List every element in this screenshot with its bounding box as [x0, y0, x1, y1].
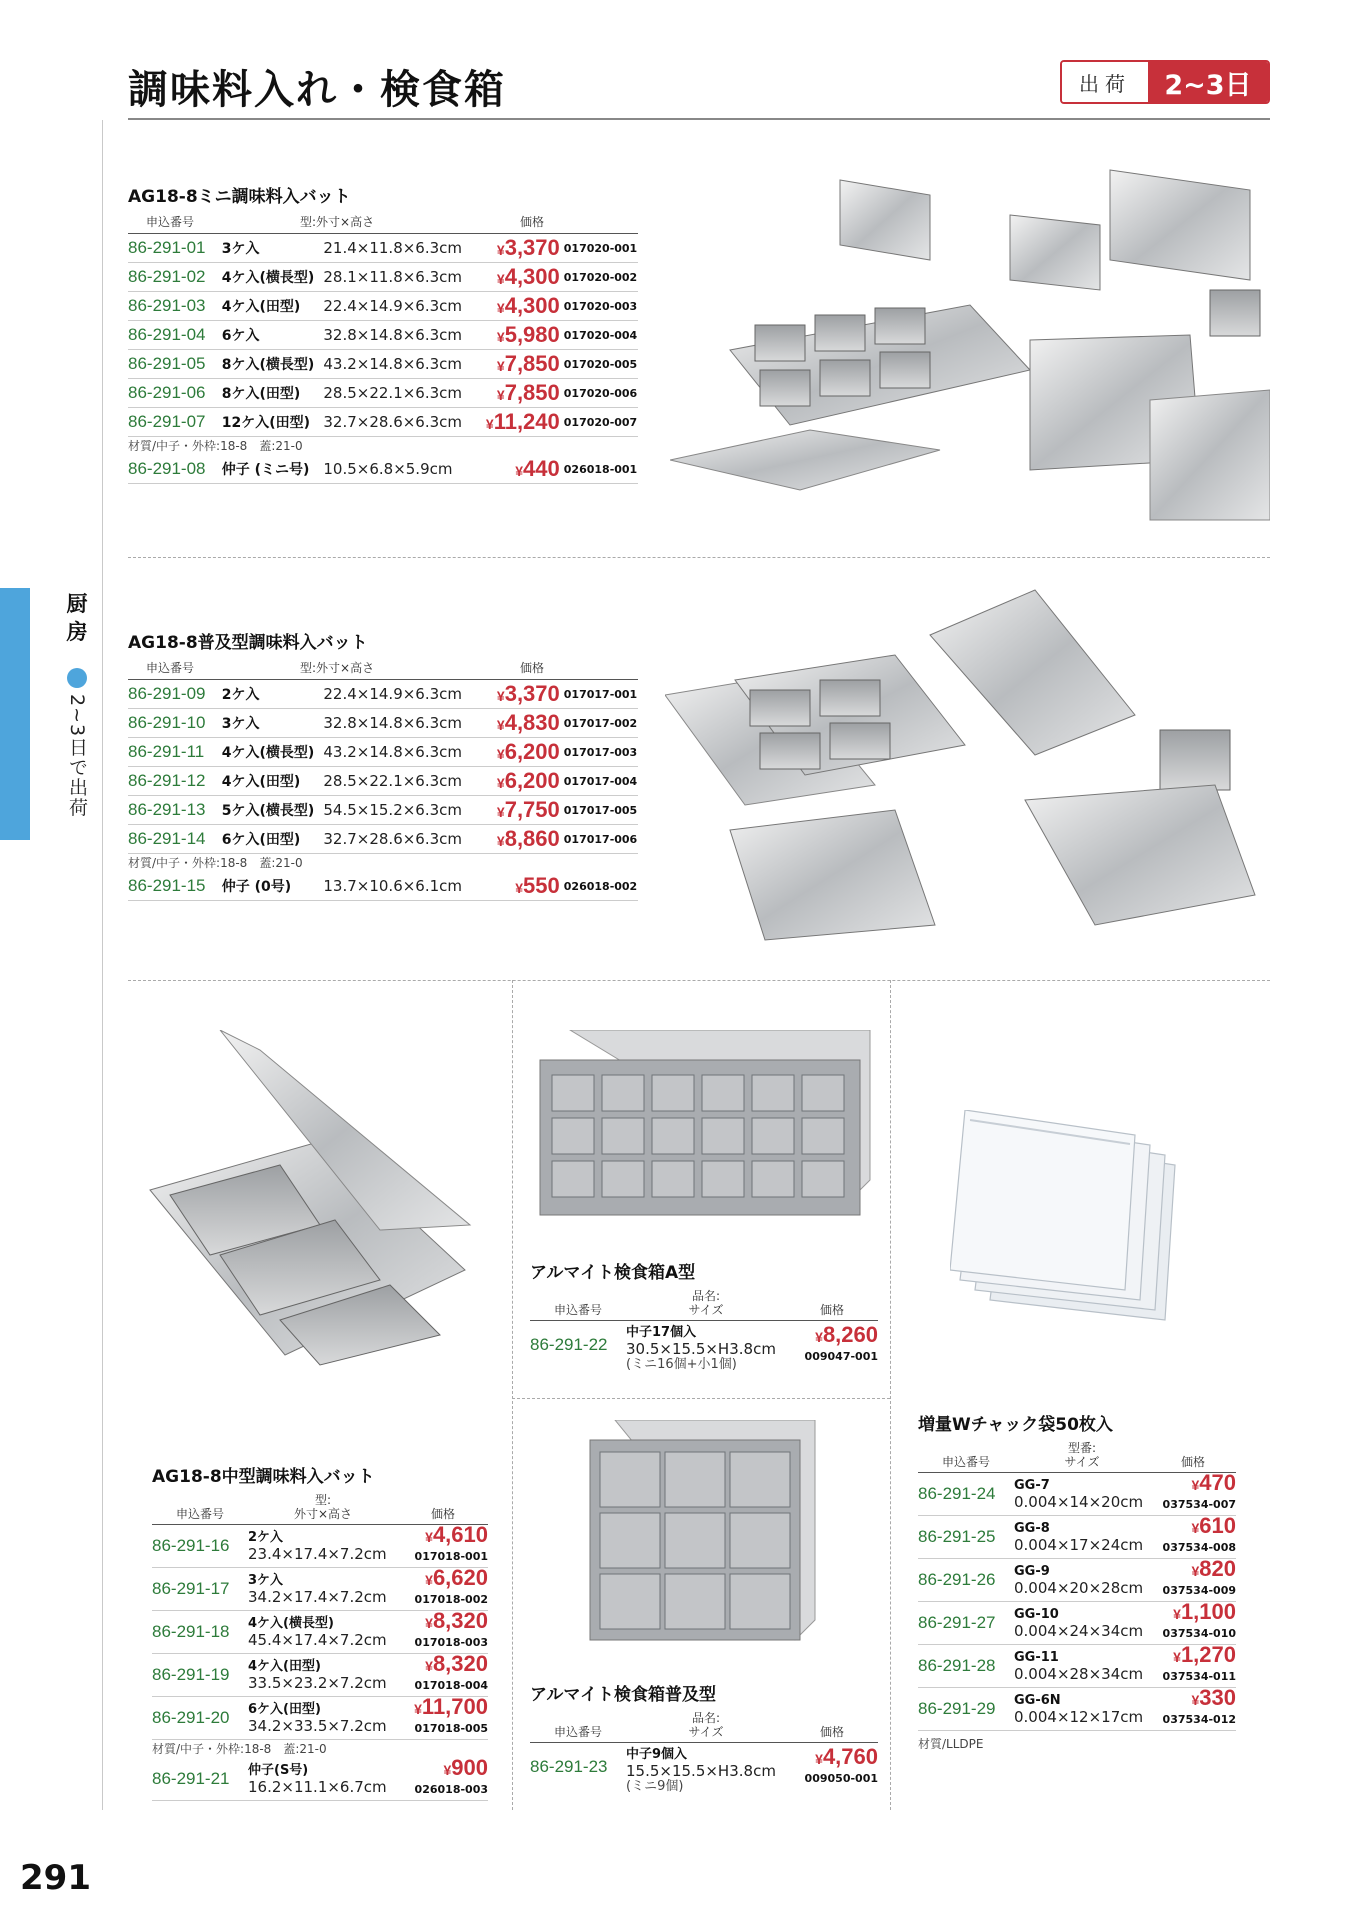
item-price: ¥4,300 — [496, 293, 560, 318]
item-price: ¥4,760 009050-001 — [804, 1744, 878, 1785]
item-price: ¥7,850 — [496, 380, 560, 405]
item-size: 22.4×14.9×6.3cm — [323, 297, 463, 315]
table-row — [128, 738, 638, 767]
product-code: 026018-002 — [563, 879, 638, 893]
item-price: ¥8,260 009047-001 — [804, 1322, 878, 1363]
zipper-bag-section — [918, 1410, 1236, 1753]
order-code: 86-291-08 — [128, 459, 206, 478]
shipping-badge — [1060, 60, 1270, 104]
item-price: ¥330 037534-012 — [1162, 1685, 1236, 1726]
shipping-label: 出荷 — [1062, 62, 1148, 102]
item-spec: 6ケ入(田型) 34.2×33.5×7.2cm — [248, 1702, 387, 1735]
table-row — [128, 379, 638, 408]
table-row — [152, 1522, 488, 1568]
item-size: 32.7×28.6×6.3cm — [323, 830, 463, 848]
item-desc: 4ケ入(横長型) — [221, 745, 315, 761]
standard-seasoning-tray-section — [128, 628, 638, 901]
table-row — [128, 408, 638, 437]
item-price: ¥7,750 — [496, 797, 560, 822]
item-size: 43.2×14.8×6.3cm — [323, 743, 463, 761]
item-spec: 4ケ入(田型) 33.5×23.2×7.2cm — [248, 1659, 387, 1692]
table-row — [128, 234, 638, 263]
product-code: 017020-007 — [563, 415, 638, 429]
order-code: 86-291-18 — [152, 1622, 230, 1641]
table-row — [918, 1556, 1236, 1602]
section-title: アルマイト検食箱普及型 — [530, 1685, 716, 1705]
item-size: 28.1×11.8×6.3cm — [323, 268, 463, 286]
product-code: 017017-003 — [563, 745, 638, 759]
table-row — [152, 1651, 488, 1697]
item-price: ¥610 037534-008 — [1162, 1513, 1236, 1554]
item-size: 28.5×22.1×6.3cm — [323, 772, 463, 790]
item-desc: 6ケ入(田型) — [221, 832, 301, 848]
item-price: ¥6,200 — [496, 768, 560, 793]
header-price: 価格 — [819, 1303, 844, 1317]
section-title: アルマイト検食箱A型 — [530, 1263, 696, 1283]
item-price: ¥4,830 — [496, 710, 560, 735]
header-code: 申込番号 — [941, 1455, 990, 1469]
item-price: ¥1,270 037534-011 — [1162, 1642, 1236, 1683]
header-code: 申込番号 — [146, 661, 195, 675]
order-code: 86-291-22 — [530, 1335, 608, 1354]
table-row — [152, 1608, 488, 1654]
title-rule — [128, 118, 1270, 120]
item-desc: 4ケ入(横長型) — [221, 270, 315, 286]
table-row — [128, 680, 638, 709]
stainless-medium-seasoning-tray-photo — [140, 1030, 485, 1380]
table-row — [530, 1743, 878, 1801]
item-price: ¥11,700 017018-005 — [414, 1694, 488, 1735]
mini-seasoning-tray-section — [128, 182, 638, 484]
product-code: 017020-003 — [563, 299, 638, 313]
stainless-standard-seasoning-trays-photo — [665, 585, 1270, 960]
item-size: 28.5×22.1×6.3cm — [323, 384, 463, 402]
order-code: 86-291-01 — [128, 238, 206, 257]
material-note: 材質/中子・外枠:18-8 蓋:21-0 — [128, 856, 303, 870]
header-code: 申込番号 — [553, 1303, 602, 1317]
product-code: 017020-006 — [563, 386, 638, 400]
item-price: ¥470 037534-007 — [1162, 1470, 1236, 1511]
header-spec: 型:外寸×高さ — [300, 661, 375, 675]
table-row — [918, 1513, 1236, 1559]
table-header — [152, 1493, 488, 1525]
order-code: 86-291-12 — [128, 771, 206, 790]
product-code: 017020-002 — [563, 270, 638, 284]
item-desc: 4ケ入(田型) — [221, 299, 301, 315]
item-size: 32.8×14.8×6.3cm — [323, 714, 463, 732]
table-row — [152, 1565, 488, 1611]
order-code: 86-291-21 — [152, 1769, 230, 1788]
order-code: 86-291-05 — [128, 354, 206, 373]
table-row — [128, 350, 638, 379]
item-size: 32.8×14.8×6.3cm — [323, 326, 463, 344]
table-row — [128, 796, 638, 825]
order-code: 86-291-09 — [128, 684, 206, 703]
item-size: 13.7×10.6×6.1cm — [323, 877, 463, 895]
item-price: ¥8,860 — [496, 826, 560, 851]
table-row — [128, 292, 638, 321]
item-desc: 仲子 (0号) — [221, 879, 292, 895]
table-row — [128, 709, 638, 738]
header-code: 申込番号 — [146, 215, 195, 229]
product-code: 017017-006 — [563, 832, 638, 846]
product-code: 026018-001 — [563, 462, 638, 476]
header-code: 申込番号 — [175, 1507, 224, 1521]
header-spec: 品名: サイズ — [688, 1711, 724, 1739]
table-row — [530, 1321, 878, 1379]
material-note: 材質/中子・外枠:18-8 蓋:21-0 — [152, 1742, 327, 1756]
product-code: 017020-005 — [563, 357, 638, 371]
header-spec: 型番: サイズ — [1064, 1441, 1100, 1469]
item-spec: GG-6N 0.004×12×17cm — [1014, 1693, 1144, 1726]
item-size: 54.5×15.2×6.3cm — [323, 801, 463, 819]
order-code: 86-291-04 — [128, 325, 206, 344]
table-row — [918, 1599, 1236, 1645]
item-desc: 2ケ入 — [221, 687, 260, 703]
item-desc: 3ケ入 — [221, 716, 260, 732]
item-spec: 4ケ入(横長型) 45.4×17.4×7.2cm — [248, 1616, 387, 1649]
alumite-sample-box-standard-section — [530, 1680, 878, 1801]
item-size: 22.4×14.9×6.3cm — [323, 685, 463, 703]
order-code: 86-291-11 — [128, 742, 205, 761]
order-code: 86-291-16 — [152, 1536, 230, 1555]
order-code: 86-291-02 — [128, 267, 206, 286]
item-size: 10.5×6.8×5.9cm — [323, 460, 453, 478]
category-label: 厨房 — [66, 592, 88, 644]
item-spec: 仲子(S号) 16.2×11.1×6.7cm — [248, 1763, 387, 1796]
table-row — [128, 872, 638, 901]
item-price: ¥3,370 — [496, 681, 560, 706]
table-row — [128, 321, 638, 350]
table-row — [918, 1642, 1236, 1688]
item-spec: 中子9個入 15.5×15.5×H3.8cm (ミニ9個) — [626, 1747, 776, 1794]
item-price: ¥5,980 — [496, 322, 560, 347]
item-price: ¥3,370 — [496, 235, 560, 260]
table-row — [128, 263, 638, 292]
order-code: 86-291-15 — [128, 876, 206, 895]
order-code: 86-291-26 — [918, 1570, 996, 1589]
column-divider-1 — [512, 980, 513, 1810]
product-code: 017017-004 — [563, 774, 638, 788]
shipping-days: 2~3日 — [1148, 62, 1268, 102]
order-code: 86-291-25 — [918, 1527, 996, 1546]
item-desc: 4ケ入(田型) — [221, 774, 301, 790]
order-code: 86-291-28 — [918, 1656, 996, 1675]
item-desc: 8ケ入(横長型) — [221, 357, 315, 373]
item-desc: 5ケ入(横長型) — [221, 803, 315, 819]
section-title: AG18-8普及型調味料入バット — [128, 633, 368, 653]
material-note: 材質/中子・外枠:18-8 蓋:21-0 — [128, 439, 303, 453]
order-code: 86-291-19 — [152, 1665, 230, 1684]
table-row — [918, 1685, 1236, 1731]
order-code: 86-291-13 — [128, 800, 206, 819]
section-title: AG18-8ミニ調味料入バット — [128, 187, 351, 207]
header-price: 価格 — [520, 661, 545, 675]
header-price: 価格 — [520, 215, 545, 229]
item-desc: 3ケ入 — [221, 241, 260, 257]
zipper-bags-photo — [950, 1110, 1200, 1330]
item-price: ¥4,300 — [496, 264, 560, 289]
order-code: 86-291-10 — [128, 713, 206, 732]
medium-seasoning-tray-section — [152, 1462, 488, 1801]
table-header — [530, 1289, 878, 1321]
section-divider-3 — [512, 1398, 890, 1399]
item-size: 43.2×14.8×6.3cm — [323, 355, 463, 373]
order-code: 86-291-20 — [152, 1708, 230, 1727]
item-price: ¥6,620 017018-002 — [414, 1565, 488, 1606]
item-desc: 仲子 (ミニ号) — [221, 462, 310, 478]
page-number: 291 — [20, 1858, 91, 1898]
category-side-tab — [0, 588, 30, 840]
table-header — [128, 659, 638, 680]
item-price: ¥4,610 017018-001 — [414, 1522, 488, 1563]
table-row — [128, 455, 638, 484]
shipping-dot-icon — [67, 668, 87, 688]
order-code: 86-291-17 — [152, 1579, 230, 1598]
product-code: 017020-001 — [563, 241, 638, 255]
order-code: 86-291-27 — [918, 1613, 996, 1632]
table-row — [128, 825, 638, 854]
item-desc: 6ケ入 — [221, 328, 260, 344]
page-title: 調味料入れ・検食箱 — [128, 66, 506, 113]
table-row — [128, 767, 638, 796]
product-code: 017017-002 — [563, 716, 638, 730]
order-code: 86-291-14 — [128, 829, 206, 848]
order-code: 86-291-23 — [530, 1757, 608, 1776]
alumite-sample-box-a-photo — [530, 1030, 885, 1245]
stainless-mini-seasoning-trays-photo — [670, 140, 1270, 530]
header-price: 価格 — [819, 1725, 844, 1739]
table-row — [152, 1755, 488, 1801]
section-divider-1 — [128, 557, 1270, 558]
item-price: ¥8,320 017018-004 — [414, 1651, 488, 1692]
item-price: ¥8,320 017018-003 — [414, 1608, 488, 1649]
order-code: 86-291-24 — [918, 1484, 996, 1503]
item-spec: GG-7 0.004×14×20cm — [1014, 1478, 1144, 1511]
order-code: 86-291-06 — [128, 383, 206, 402]
product-code: 017020-004 — [563, 328, 638, 342]
header-price: 価格 — [1180, 1455, 1205, 1469]
header-spec: 型: 外寸×高さ — [293, 1493, 353, 1521]
item-price: ¥1,100 037534-010 — [1162, 1599, 1236, 1640]
order-code: 86-291-07 — [128, 412, 206, 431]
item-price: ¥900 026018-003 — [414, 1755, 488, 1796]
order-code: 86-291-29 — [918, 1699, 996, 1718]
table-header — [530, 1711, 878, 1743]
section-title: AG18-8中型調味料入バット — [152, 1467, 375, 1487]
left-margin-rule — [102, 120, 103, 1810]
item-size: 32.7×28.6×6.3cm — [323, 413, 463, 431]
header-spec: 品名: サイズ — [688, 1289, 724, 1317]
table-row — [152, 1694, 488, 1740]
item-spec: GG-9 0.004×20×28cm — [1014, 1564, 1144, 1597]
item-spec: 3ケ入 34.2×17.4×7.2cm — [248, 1573, 387, 1606]
item-spec: GG-11 0.004×28×34cm — [1014, 1650, 1144, 1683]
section-title: 増量Wチャック袋50枚入 — [918, 1415, 1113, 1435]
item-price: ¥6,200 — [496, 739, 560, 764]
table-row — [918, 1470, 1236, 1516]
header-price: 価格 — [430, 1507, 455, 1521]
item-size: 21.4×11.8×6.3cm — [323, 239, 463, 257]
item-price: ¥11,240 — [485, 409, 560, 434]
item-desc: 12ケ入(田型) — [221, 415, 311, 431]
column-divider-2 — [890, 980, 891, 1810]
product-code: 017017-001 — [563, 687, 638, 701]
item-spec: 2ケ入 23.4×17.4×7.2cm — [248, 1530, 387, 1563]
material-note: 材質/LLDPE — [918, 1737, 984, 1751]
table-header — [128, 213, 638, 234]
item-price: ¥820 037534-009 — [1162, 1556, 1236, 1597]
product-code: 017017-005 — [563, 803, 638, 817]
item-spec: 中子17個入 30.5×15.5×H3.8cm (ミニ16個+小1個) — [626, 1325, 776, 1372]
item-spec: GG-8 0.004×17×24cm — [1014, 1521, 1144, 1554]
section-divider-2 — [128, 980, 1270, 981]
item-price: ¥440 — [515, 456, 560, 481]
item-desc: 8ケ入(田型) — [221, 386, 301, 402]
shipping-note: 2~3日で出荷 — [66, 694, 88, 818]
item-price: ¥550 — [515, 873, 560, 898]
header-spec: 型:外寸×高さ — [300, 215, 375, 229]
header-code: 申込番号 — [553, 1725, 602, 1739]
order-code: 86-291-03 — [128, 296, 206, 315]
table-header — [918, 1441, 1236, 1473]
item-spec: GG-10 0.004×24×34cm — [1014, 1607, 1144, 1640]
alumite-sample-box-standard-photo — [585, 1420, 825, 1645]
alumite-sample-box-a-section — [530, 1258, 878, 1379]
item-price: ¥7,850 — [496, 351, 560, 376]
